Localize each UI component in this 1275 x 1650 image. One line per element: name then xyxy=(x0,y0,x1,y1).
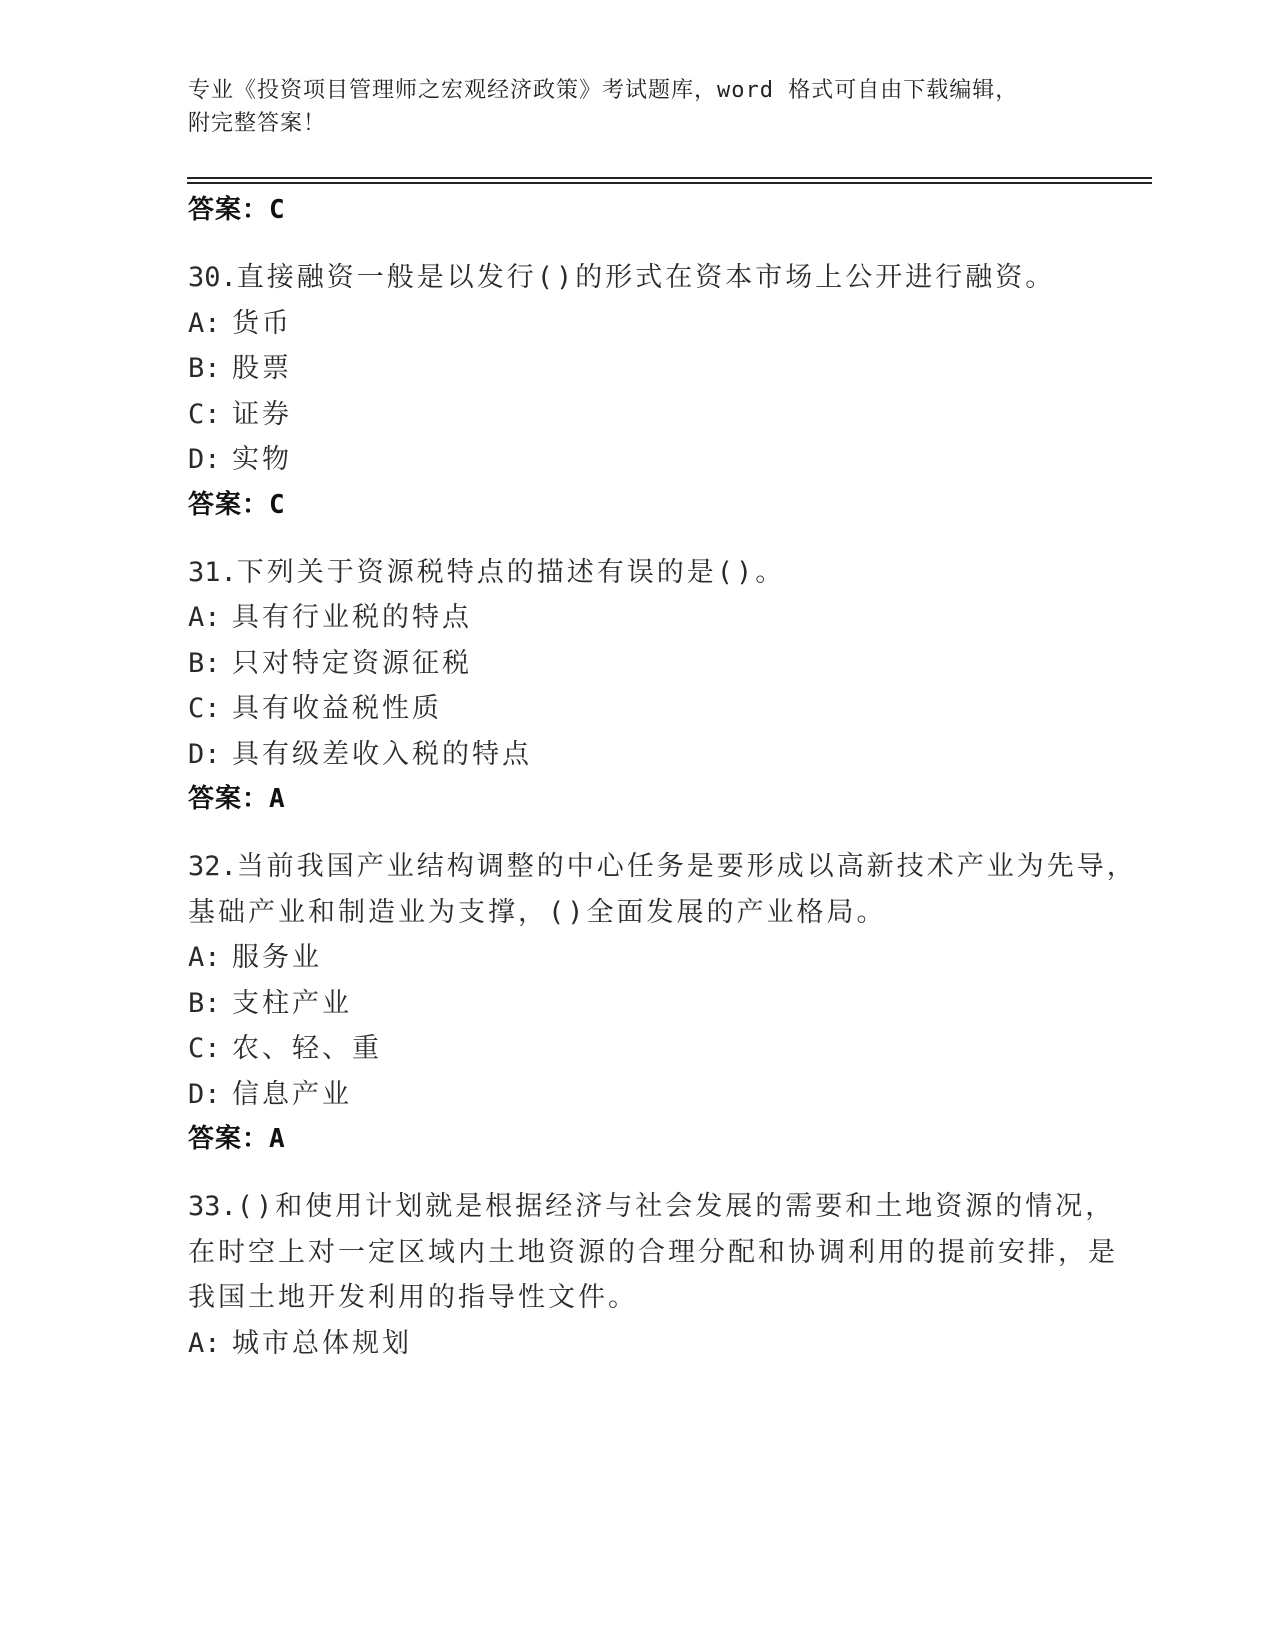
option-key: A: xyxy=(188,942,221,973)
option-key: D: xyxy=(188,738,221,770)
option-a xyxy=(188,301,1138,347)
option-d xyxy=(188,1072,1138,1118)
option-key: C: xyxy=(188,693,221,724)
option-b xyxy=(188,981,1138,1027)
option-key: A: xyxy=(188,602,221,633)
option-a xyxy=(188,935,1138,981)
option-b xyxy=(188,346,1138,392)
question-32 xyxy=(188,844,1138,1162)
question-number: 32. xyxy=(188,851,237,882)
question-stem xyxy=(188,844,1138,935)
question-list xyxy=(188,188,1138,1366)
question-stem xyxy=(188,550,1138,596)
question-stem xyxy=(188,255,1138,301)
question-text: 下列关于资源税特点的描述有误的是()。 xyxy=(236,556,786,588)
header-line-2: 附完整答案！ xyxy=(188,111,327,136)
question-text: ()和使用计划就是根据经济与社会发展的需要和土地资源的情况，在时空上对一定区域内土地资源的合理分配和协调利用的提前安排，是我国土地开发利用的指导性文件。 xyxy=(188,1191,1118,1313)
header-line-1: 专业《投资项目管理师之宏观经济政策》考试题库，word 格式可自由下载编辑， xyxy=(188,78,1019,103)
option-a xyxy=(188,595,1138,641)
option-text: 实物 xyxy=(232,444,292,475)
header-rule-bottom xyxy=(187,182,1152,184)
option-text: 证券 xyxy=(232,398,292,430)
option-key: B: xyxy=(188,647,221,679)
option-b xyxy=(188,641,1138,687)
option-key: C: xyxy=(188,1033,221,1064)
question-30 xyxy=(188,255,1138,528)
option-text: 服务业 xyxy=(232,942,322,973)
option-text: 股票 xyxy=(232,353,292,384)
option-key: B: xyxy=(188,353,221,384)
option-text: 农、轻、重 xyxy=(232,1033,382,1064)
option-c xyxy=(188,392,1138,438)
option-d xyxy=(188,732,1138,778)
question-33 xyxy=(188,1184,1138,1366)
option-key: B: xyxy=(188,987,221,1019)
option-d xyxy=(188,437,1138,483)
question-number: 30. xyxy=(188,262,237,293)
option-key: D: xyxy=(188,444,221,475)
option-text: 货币 xyxy=(232,307,292,339)
answer-line: 答案：A xyxy=(188,784,286,814)
option-text: 具有收益税性质 xyxy=(232,693,442,724)
option-text: 具有行业税的特点 xyxy=(232,602,472,633)
answer-line: 答案：C xyxy=(188,489,286,520)
option-key: A: xyxy=(188,307,221,339)
header-rule-top xyxy=(187,177,1152,179)
option-key: C: xyxy=(188,398,221,430)
option-a xyxy=(188,1321,1138,1367)
page-header xyxy=(188,74,1088,140)
option-key: A: xyxy=(188,1327,221,1359)
option-c xyxy=(188,686,1138,732)
option-key: D: xyxy=(188,1078,221,1110)
option-c xyxy=(188,1026,1138,1072)
answer-line: 答案：C xyxy=(188,195,286,225)
question-31 xyxy=(188,550,1138,823)
answer-line: 答案：A xyxy=(188,1124,286,1154)
question-number: 31. xyxy=(188,556,237,588)
option-text: 城市总体规划 xyxy=(232,1327,412,1359)
question-number: 33. xyxy=(188,1191,237,1222)
question-stem xyxy=(188,1184,1138,1321)
question-text: 直接融资一般是以发行()的形式在资本市场上公开进行融资。 xyxy=(236,262,1056,293)
option-text: 支柱产业 xyxy=(232,987,352,1019)
question-text: 当前我国产业结构调整的中心任务是要形成以高新技术产业为先导，基础产业和制造业为支撑，()全面发展的产业格局。 xyxy=(188,851,1137,928)
option-text: 信息产业 xyxy=(232,1078,352,1110)
option-text: 具有级差收入税的特点 xyxy=(232,738,532,770)
option-text: 只对特定资源征税 xyxy=(232,647,472,679)
